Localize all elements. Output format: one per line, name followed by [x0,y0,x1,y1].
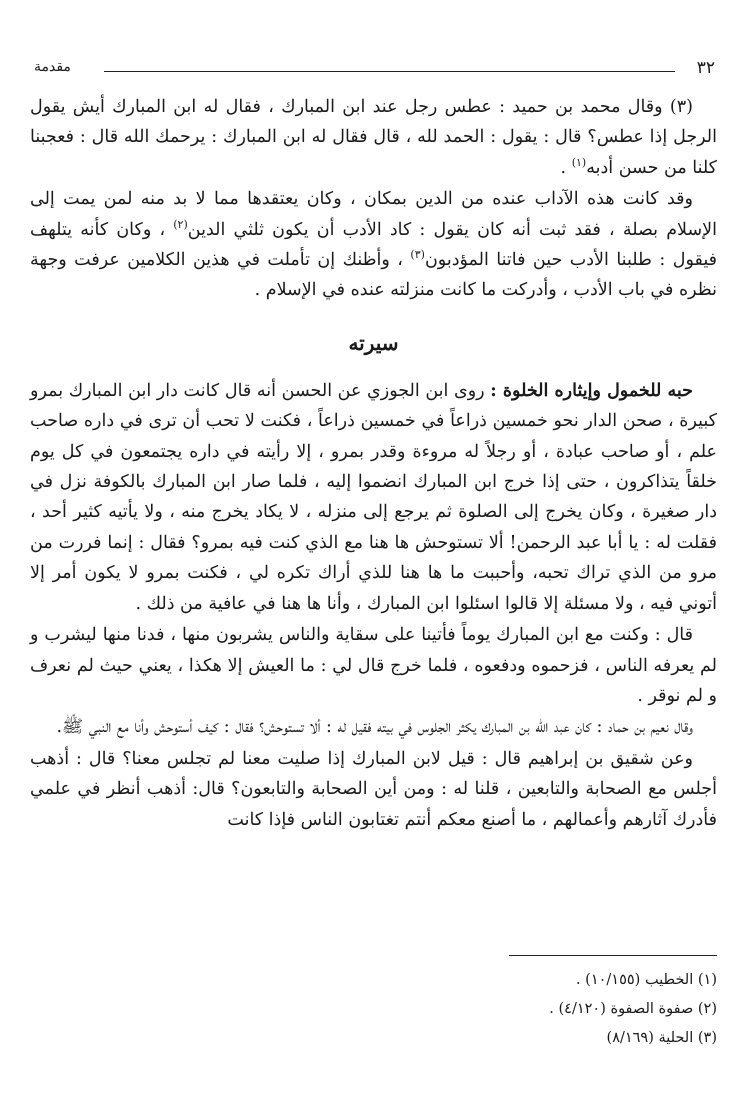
paragraph-seclusion: حبه للخمول وإيثاره الخلوة : روى ابن الجوزي عن الحسن أنه قال كانت دار ابن المبارك بمرو كبيرة ، صحن الدار نحو خمسين ذراعاً في خمسين ذراعاً ، فكنت لا تحب أن ترى في داره صاحب علم ، أو صاحب عبادة ، أو رجلاً له مروءة وقدر بمرو ، إلا رأيته في داره يجتمعون في كل يوم خلقاً يتذاكرون ، حتى إذا خرج ابن المبارك انضموا إليه ، فلما صار ابن المبارك بالكوفة نزل في دار صغيرة ، وكان يخرج إلى الصلوة ثم يرجع إلى منزله ، لا يكاد يخرج منه ، ولا يأتيه كثير أحد ، فقلت له : يا أبا عبد الرحمن! ألا تستوحش ها هنا مع الذي كنت فيه بمرو؟ فقال : إنما فررت من مرو من الذي تراك تحبه، وأحببت ما ها هنا للذي أراك تكره لي ، فكنت بمرو لا يكون أمر إلا أتوني فيه ، ولا مسئلة إلا قالوا اسئلوا ابن المبارك ، وأنا ها هنا في عافية من ذلك . [30,380,717,614]
footnote-3: (٣) الحلية (٨/١٦٩) [606,1030,717,1046]
page-number: ٣٢ [696,58,715,78]
section-heading: سيرته [348,330,399,355]
running-head: مقدمة [34,59,71,75]
footnote-2: (٢) صفوة الصفوة (٤/١٢٠) . [549,1001,717,1017]
page-body [30,92,717,836]
subsection-lead: حبه للخمول وإيثاره الخلوة : [490,380,693,401]
paragraph-anecdote-sneeze: (٣) وقال محمد بن حميد : عطس رجل عند ابن المبارك ، فقال له ابن المبارك أيش يقول الرجل إذا عطس؟ قال : يقول : الحمد لله ، قال فقال له ابن المبارك : يرحمك الله قال : فعجبنا كلنا من حسن أدبه$^{(١)}$ . [30,97,717,178]
header-rule [104,71,675,72]
page-header [34,58,715,80]
footnote-divider [509,955,717,956]
footnote-ref-2: (٢) [173,217,188,231]
paragraph-shaqiq: وعن شقيق بن إبراهيم قال : قيل لابن المبارك إذا صليت معنا لم تجلس معنا؟ قال : أذهب أجلس مع الصحابة والتابعين ، قلنا له : ومن أين الصحابة والتابعون؟ قال: أذهب أنظر في علمي فأدرك آثارهم وأعمالهم ، ما أصنع معكم أنتم تغتابون الناس فإذا كانت [30,748,717,830]
paragraph-adab: وقد كانت هذه الآداب عنده من الدين بمكان ، وكان يعتقدها مما لا بد منه لمن يمت إلى الإسلام بصلة ، فقد ثبت أنه كان يقول : كاد الأدب أن يكون ثلثي الدين$^{(٢)}$ ، وكان كأنه يتلهف فيقول : طلبنا الأدب حين فاتنا المؤدبون$^{(٣)}$ ، وأظنك إن تأملت في هذين الكلامين عرفت وجهة نظره في باب الأدب ، وأدركت ما كانت منزلته عنده في الإسلام . [30,189,717,301]
footnote-1: (١) الخطيب (١٠/١٥٥) . [575,972,717,988]
footnote-ref-3: (٣) [410,248,425,262]
paragraph-water-fountain: قال : وكنت مع ابن المبارك يوماً فأتينا على سقاية والناس يشربون منها ، فدنا منها ليشرب و لم يعرفه الناس ، فزحموه ودفعوه ، فلما خرج قال لي : ما العيش إلا هكذا ، يعني حيث لم نعرف و لم نوقر . [30,625,717,706]
paragraph-nuaym: وقال نعيم بن حماد : كان عبد الله بن المبارك يكثر الجلوس في بيته فقيل له : ألا تستوحش؟ فقال : كيف أستوحش وأنا مع النبي ﷺ. [56,717,693,738]
footnotes [317,966,717,1053]
footnote-ref-1: (١) [571,155,587,169]
